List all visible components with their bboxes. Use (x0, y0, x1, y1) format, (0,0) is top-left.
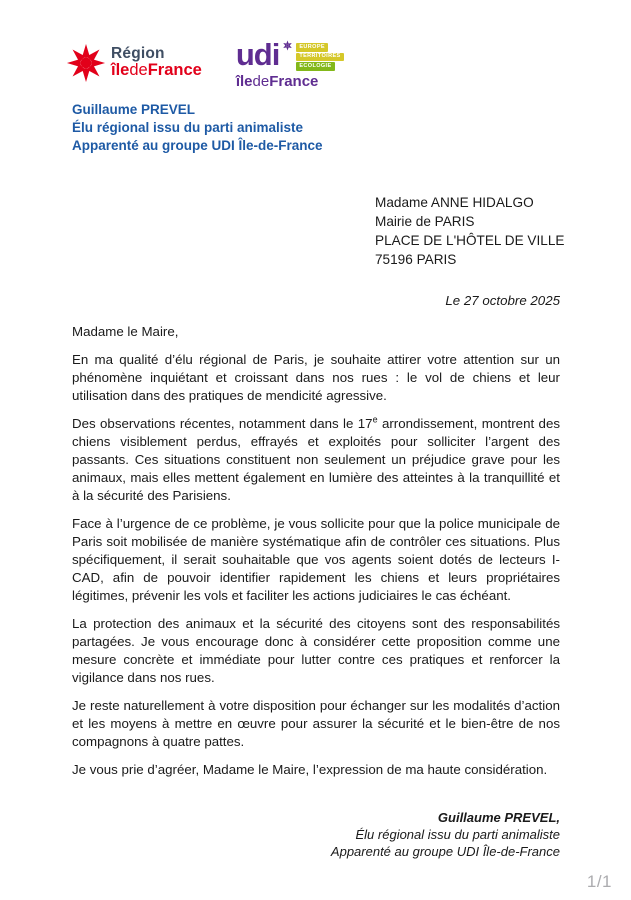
signature-block (0, 809, 560, 860)
recipient-name: Madame ANNE HIDALGO (375, 194, 534, 210)
sender-block (72, 101, 631, 155)
sender-name: Guillaume PREVEL (72, 101, 196, 117)
udi-ile-de-france-logo (235, 37, 344, 90)
signature-title-2: Apparenté au groupe UDI Île-de-France (330, 843, 560, 859)
udi-star-icon (282, 40, 293, 51)
recipient-block (375, 193, 631, 269)
udi-logo-tags (296, 43, 343, 71)
letter-date: Le 27 octobre 2025 (445, 292, 560, 308)
region-logo-iledefrance: îledeFrance (111, 61, 202, 80)
recipient-street: PLACE DE L'HÔTEL DE VILLE (375, 232, 565, 248)
region-logo-word: Région (111, 45, 165, 63)
page-indicator: 1/1 (586, 872, 612, 891)
udi-tag-ecologie: ECOLOGIE (296, 62, 334, 71)
region-ile-de-france-logo (66, 42, 202, 84)
sender-title-2: Apparenté au groupe UDI Île-de-France (72, 137, 323, 153)
recipient-city: 75196 PARIS (375, 251, 457, 267)
recipient-org: Mairie de PARIS (375, 213, 475, 229)
paragraph-6: Je vous prie d’agréer, Madame le Maire, l’expression de ma haute considération. (72, 761, 548, 777)
region-star-icon (66, 42, 106, 84)
header-logos (66, 37, 631, 90)
udi-tag-europe: EUROPE (296, 43, 328, 52)
signature-name: Guillaume PREVEL, (437, 809, 560, 825)
signature-title-1: Élu régional issu du parti animaliste (355, 826, 560, 842)
paragraph-3: Face à l’urgence de ce problème, je vous sollicite pour que la police municipale de Paris soit mobilisée de manière systématique afin de contrôler ces situations. Plus spécifiquement, il serait souhaitable que vos agents soient dotés de lecteurs I-CAD, afin de pouvoir identifier rapidement les chiens et leurs propriétaires légitimes, prévenir les vols et faciliter les actions judiciaires le cas échéant. (72, 515, 560, 603)
paragraph-5: Je reste naturellement à votre disposition pour échanger sur les modalités d’action et les moyens à mettre en œuvre pour assurer la sécurité et le bien-être de nos compagnons à quatre pattes. (72, 697, 560, 749)
salutation: Madame le Maire, (72, 323, 179, 339)
paragraph-2: Des observations récentes, notamment dans le 17e arrondissement, montrent des chiens visiblement perdus, effrayés et exploités pour solliciter l’argent des passants. Ces situations constituent non seulement un préjudice grave pour les animaux, mais elles mettent également en lumière des atteintes à la tranquillité et à la sécurité des Parisiens. (72, 414, 560, 503)
udi-logo-wordmark: udi (235, 37, 280, 72)
sender-title-1: Élu régional issu du parti animaliste (72, 119, 304, 135)
paragraph-1: En ma qualité d’élu régional de Paris, je souhaite attirer votre attention sur un phénomène inquiétant et croissant dans nos rues : le vol de chiens et leur utilisation dans des pratiques de mendicité agressive. (72, 351, 560, 403)
paragraph-4: La protection des animaux et la sécurité des citoyens sont des responsabilités partagées. Je vous encourage donc à considérer cette proposition comme une mesure concrète et immédiate pour lutter contre ces pratiques et renforcer la vigilance dans nos rues. (72, 615, 560, 685)
ordinal-superscript: e (372, 414, 378, 425)
udi-tag-territoires: TERRITOIRES (296, 53, 343, 62)
udi-logo-iledefrance: îledeFrance (235, 72, 319, 90)
